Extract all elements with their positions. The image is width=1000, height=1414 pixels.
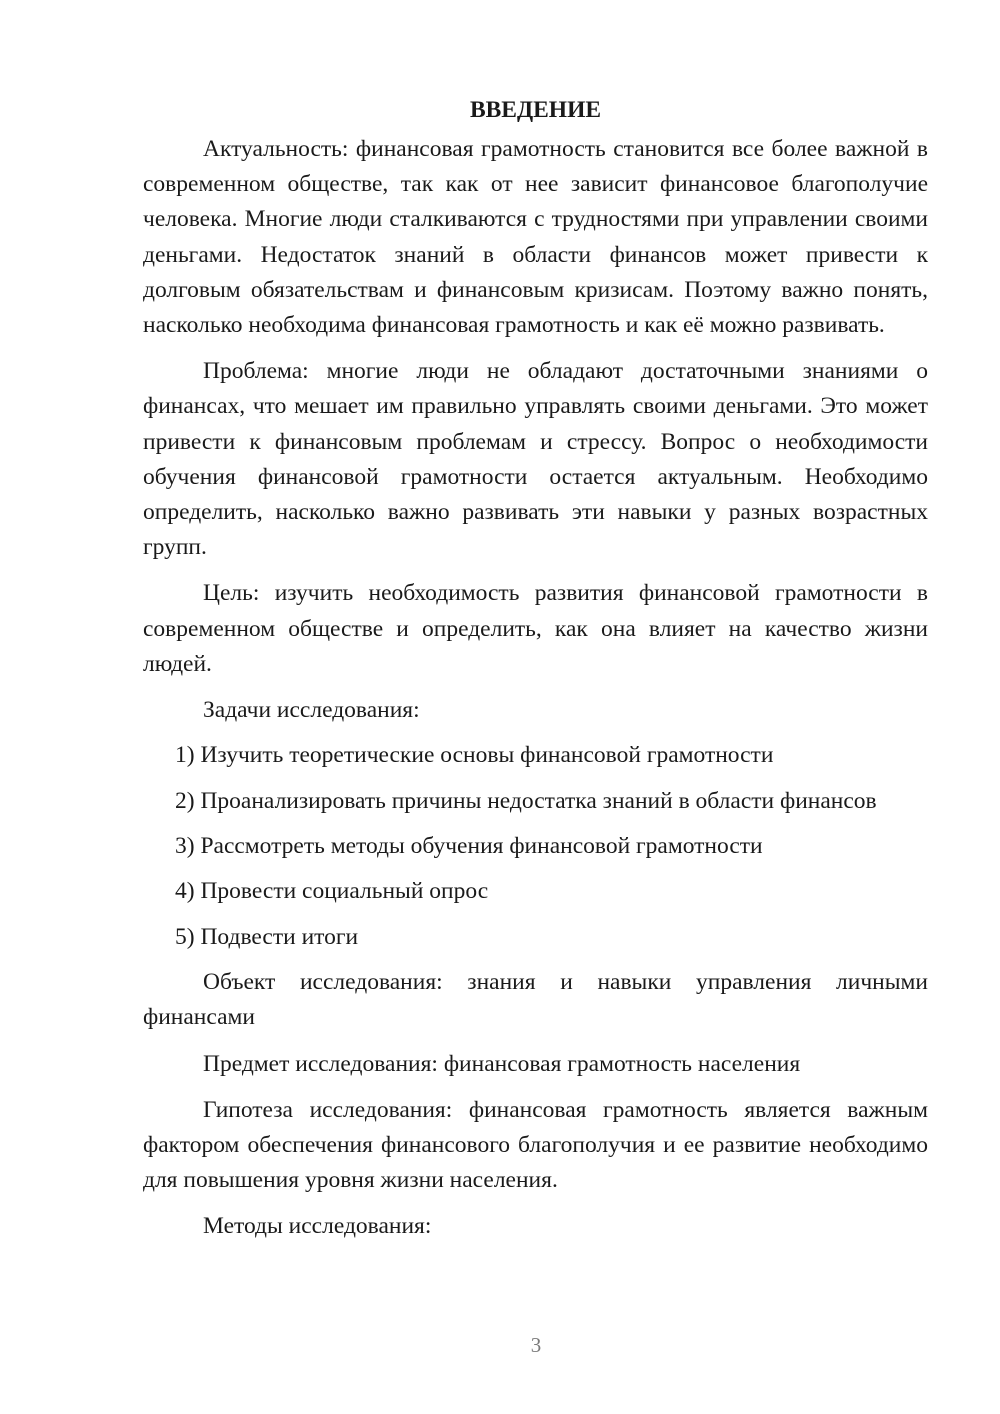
paragraph-subject: Предмет исследования: финансовая грамотность населения	[203, 1050, 801, 1077]
paragraph-problem: Проблема: многие люди не обладают достаточными знаниями о финансах, что мешает им правильно управлять своими деньгами. Это может привести к финансовым проблемам и стрессу. Вопрос о необходимости обучения финансовой грамотности остается актуальным. Необходимо определить, насколько важно развивать эти навыки у разных возрастных групп.	[143, 358, 928, 561]
page-number: 3	[530, 1333, 542, 1357]
paragraph-object: Объект исследования: знания и навыки управления личными финансами	[143, 969, 928, 1031]
task-item-1: 1) Изучить теоретические основы финансовой грамотности	[175, 742, 774, 769]
task-item-4: 4) Провести социальный опрос	[175, 878, 489, 905]
title-wrap	[143, 93, 928, 128]
task-item-5: 5) Подвести итоги	[175, 923, 359, 950]
paragraph-relevance: Актуальность: финансовая грамотность становится все более важной в современном обществе, так как от нее зависит финансовое благополучие человека. Многие люди сталкиваются с трудностями при управлении своими деньгами. Недостаток знаний в области финансов может привести к долговым обязательствам и финансовым кризисам. Поэтому важно понять, насколько необходима финансовая грамотность и как её можно развивать.	[143, 136, 928, 339]
task-item-3: 3) Рассмотреть методы обучения финансовой грамотности	[175, 833, 763, 860]
paragraph-hypothesis: Гипотеза исследования: финансовая грамотность является важным фактором обеспечения финансового благополучия и ее развитие необходимо для повышения уровня жизни населения.	[143, 1096, 928, 1194]
methods-heading: Методы исследования:	[203, 1213, 432, 1240]
page-title: ВВЕДЕНИЕ	[469, 97, 602, 123]
task-item-2: 2) Проанализировать причины недостатка знаний в области финансов	[175, 787, 877, 814]
page-content	[143, 93, 928, 1255]
paragraph-goal: Цель: изучить необходимость развития финансовой грамотности в современном обществе и определить, как она влияет на качество жизни людей.	[143, 580, 928, 677]
tasks-heading: Задачи исследования:	[203, 697, 420, 724]
